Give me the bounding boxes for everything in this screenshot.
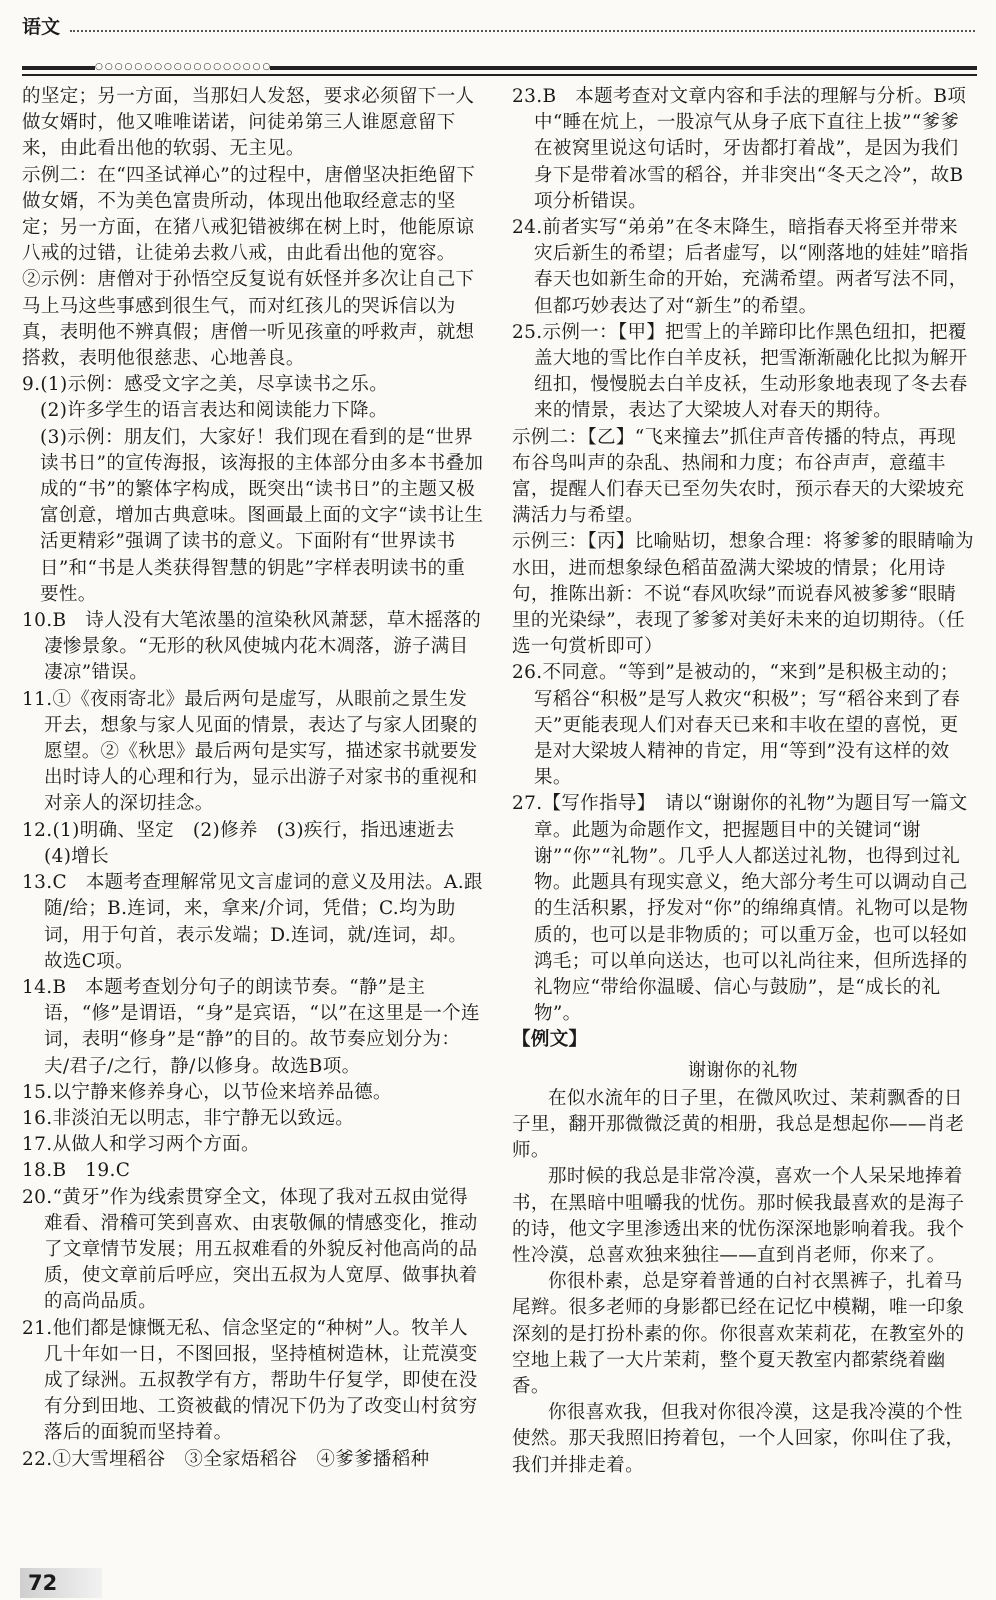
answer-item-24: 24.前者实写“弟弟”在冬末降生，暗指春天将至并带来灾后新生的希望；后者虚写，以“刚落地的娃娃”暗指春天也如新生命的开始，充满希望。两者写法不同，但都巧妙表达了对“新生”的希望。 bbox=[512, 217, 969, 317]
answer-item-9: 9.(1)示例：感受文字之美，尽享读书之乐。 bbox=[22, 374, 389, 396]
answer-item-12: 12.(1)明确、坚定 (2)修养 (3)疾行，指迅速逝去 (4)增长 bbox=[22, 819, 474, 867]
answer-item-15: 15.以宁静来修养身心，以节俭来培养品德。 bbox=[22, 1081, 392, 1103]
right-column bbox=[512, 84, 974, 1479]
page-number: 72 bbox=[20, 1568, 102, 1598]
answer-item-26: 26.不同意。“等到”是被动的，“来到”是积极主动的；写稻谷“积极”是写人救灾“积极”；写“稻谷来到了春天”更能表现人们对春天已来和丰收在望的喜悦，更是对大梁坡人精神的肯定，用“等到”没有这样的效果。 bbox=[512, 662, 961, 789]
subject-label: 语文 bbox=[22, 16, 61, 38]
essay-title: 谢谢你的礼物 bbox=[687, 1059, 799, 1081]
dotted-rule bbox=[70, 30, 975, 32]
answer-item-11: 11.①《夜雨寄北》最后两句是虚写，从眼前之景生发开去，想象与家人见面的情景，表达了与家人团聚的愿望。②《秋思》最后两句是实写，描述家书就要发出时诗人的心理和行为，显示出游子对家书的重视和对亲人的深切挂念。 bbox=[22, 688, 478, 815]
answer-item-17: 17.从做人和学习两个方面。 bbox=[22, 1134, 260, 1156]
answer-subitem: (3)示例：朋友们，大家好！我们现在看到的是“世界读书日”的宣传海报，该海报的主体部分由多本书叠加成的“书”的繁体字构成，既突出“读书日”的主题又极富创意，增加古典意味。图画最上面的文字“读书让生活更精彩”强调了读书的意义。下面附有“世界读书日”和“书是人类获得智慧的钥匙”字样表明读书的重要性。 bbox=[40, 426, 484, 605]
answer-item-18-19: 18.B 19.C bbox=[22, 1160, 131, 1182]
answer-subitem: (2)许多学生的语言表达和阅读能力下降。 bbox=[40, 400, 388, 422]
answer-item-25: 25.示例一：【甲】把雪上的羊蹄印比作黑色纽扣，把覆盖大地的雪比作白羊皮袄，把雪渐渐融化比拟为解开纽扣，慢慢脱去白羊皮袄，生动形象地表现了冬去春来的情景，表达了大梁坡人对春天的期待。 bbox=[512, 321, 968, 422]
answer-item-16: 16.非淡泊无以明志，非宁静无以致远。 bbox=[22, 1107, 355, 1129]
answer-item-22: 22.①大雪埋稻谷 ③全家焐稻谷 ④爹爹播稻种 bbox=[22, 1448, 430, 1470]
header-ornament: ○○○○○○○○○○○○○○○○○○ bbox=[95, 62, 273, 72]
essay-paragraph: 在似水流年的日子里，在微风吹过、茉莉飘香的日子里，翻开那微微泛黄的相册，我总是想起你——肖老师。 bbox=[512, 1087, 965, 1162]
answer-item-23: 23.B 本题考查对文章内容和手法的理解与分析。B项中“睡在炕上，一股凉气从身子底下直往上拔”“爹爹在被窝里说这句话时，牙齿都打着战”，是因为我们身下是带着冰雪的稻谷，并非突出“冬天之冷”，故B项分析错误。 bbox=[512, 86, 967, 212]
left-column bbox=[22, 84, 484, 1473]
answer-paragraph: 的坚定；另一方面，当那妇人发怒，要求必须留下一人做女婿时，他又唯唯诺诺，问徒弟第三人谁愿意留下来，由此看出他的软弱、无主见。 bbox=[22, 86, 475, 160]
answer-item-14: 14.B 本题考查划分句子的朗读节奏。“静”是主语，“修”是谓语，“身”是宾语，“以”在这里是一个连词，表明“修身”是“静”的目的。故节奏应划分为：夫/君子/之行，静/以修身。故选B项。 bbox=[22, 976, 480, 1077]
answer-paragraph: ②示例：唐僧对于孙悟空反复说有妖怪并多次让自己下马上马这些事感到很生气，而对红孩儿的哭诉信以为真，表明他不辨真假；唐僧一听见孩童的呼救声，就想搭救，表明他很慈悲、心地善良。 bbox=[22, 269, 475, 370]
essay-paragraph: 你很朴素，总是穿着普通的白衬衣黑裤子，扎着马尾辫。很多老师的身影都已经在记忆中模糊，唯一印象深刻的是打扮朴素的你。你很喜欢茉莉花，在教室外的空地上栽了一大片茉莉，整个夏天教室内都萦绕着幽香。 bbox=[512, 1271, 965, 1397]
header-rule-thin bbox=[22, 74, 977, 76]
answer-item-27: 27.【写作指导】 请以“谢谢你的礼物”为题目写一篇文章。此题为命题作文，把握题目中的关键词“谢谢”“你”“礼物”。几乎人人都送过礼物，也得到过礼物。此题具有现实意义，绝大部分考生可以调动自己的生活积累，抒发对“你”的绵绵真情。礼物可以是物质的，也可以是非物质的；可以重万金，也可以轻如鸿毛；可以单向送达，也可以礼尚往来，但所选择的礼物应“带给你温暖、信心与鼓励”，是“成长的礼物”。 bbox=[512, 793, 969, 1025]
answer-paragraph: 示例二：在“四圣试禅心”的过程中，唐僧坚决拒绝留下做女婿，不为美色富贵所动，体现出他取经意志的坚定；另一方面，在猪八戒犯错被绑在树上时，他能原谅八戒的过错，让徒弟去救八戒，由此看出他的宽容。 bbox=[22, 164, 476, 265]
answer-item-20: 20.“黄牙”作为线索贯穿全文，体现了我对五叔由觉得难看、滑稽可笑到喜欢、由衷敬佩的情感变化，推动了文章情节发展；用五叔难看的外貌反衬他高尚的品质，使文章前后呼应，突出五叔为人宽厚、做事执着的高尚品质。 bbox=[22, 1186, 478, 1313]
answer-item-13: 13.C 本题考查理解常见文言虚词的意义及用法。A.跟随/给；B.连词，来，拿来/介词，凭借；C.均为助词，用于句首，表示发端；D.连词，就/连词，却。故选C项。 bbox=[22, 872, 483, 972]
answer-item-10: 10.B 诗人没有大笔浓墨的渲染秋风萧瑟，草木摇落的凄惨景象。“无形的秋风使城内花木凋落，游子满目凄凉”错误。 bbox=[22, 610, 482, 684]
essay-paragraph: 你很喜欢我，但我对你很冷漠，这是我冷漠的个性使然。那天我照旧挎着包，一个人回家，你叫住了我，我们并排走着。 bbox=[512, 1402, 965, 1476]
essay-paragraph: 那时候的我总是非常冷漠，喜欢一个人呆呆地捧着书，在黑暗中咀嚼我的忧伤。那时候我最喜欢的是海子的诗，他文字里渗透出来的忧伤深深地影响着我。我个性冷漠，总喜欢独来独往——直到肖老师，你来了。 bbox=[512, 1166, 965, 1266]
sample-essay-label: 【例文】 bbox=[512, 1029, 588, 1051]
page-header bbox=[0, 0, 996, 82]
answer-subitem: 示例二：【乙】“飞来撞去”抓住声音传播的特点，再现布谷鸟叫声的杂乱、热闹和力度；布谷声声，意蕴丰富，提醒人们春天已至勿失农时，预示春天的大梁坡充满活力与希望。 bbox=[512, 426, 965, 527]
answer-subitem: 示例三：【丙】比喻贴切，想象合理：将爹爹的眼睛喻为水田，进而想象绿色稻苗盈满大梁坡的情景；化用诗句，推陈出新：不说“春风吹绿”而说春风被爹爹“眼睛里的光染绿”，表现了爹爹对美好未来的迫切期待。（任选一句赏析即可） bbox=[512, 531, 975, 658]
answer-item-21: 21.他们都是慷慨无私、信念坚定的“种树”人。牧羊人几十年如一日，不图回报，坚持植树造林，让荒漠变成了绿洲。五叔教学有方，帮助牛仔复学，即使在没有分到田地、工资被截的情况下仍为了改变山村贫穷落后的面貌而坚持着。 bbox=[22, 1317, 478, 1444]
